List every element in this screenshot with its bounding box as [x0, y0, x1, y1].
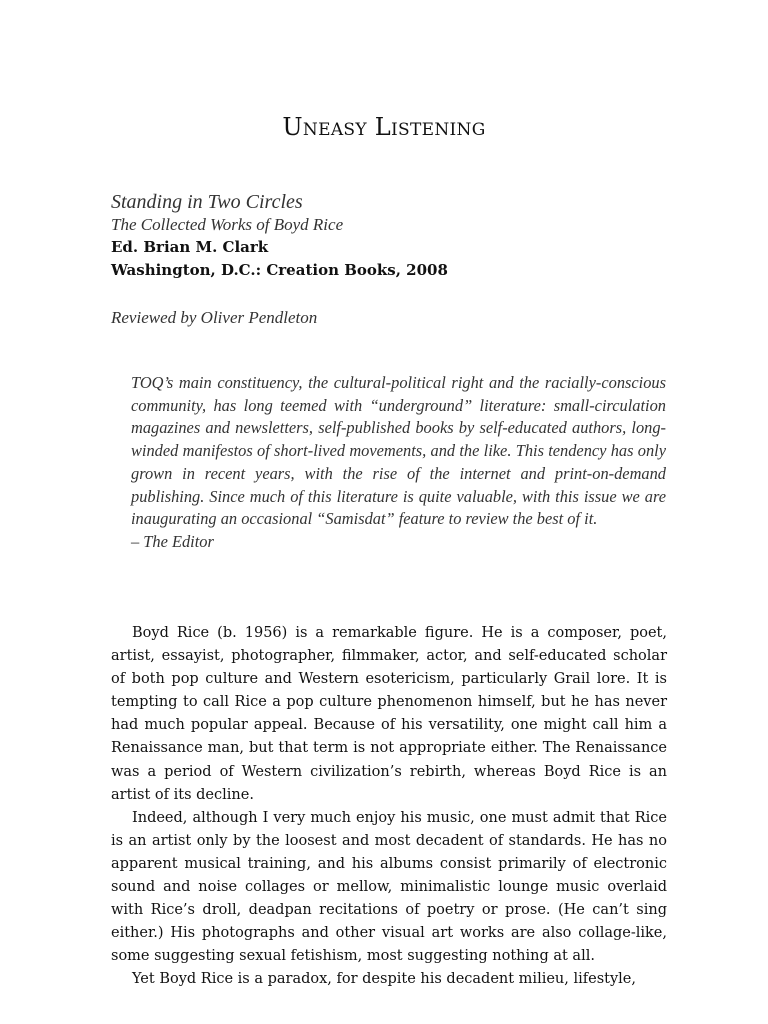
- book-editor: Ed. Brian M. Clark: [111, 238, 269, 256]
- book-title: Standing in Two Circles: [111, 191, 303, 213]
- editor-signature: – The Editor: [131, 531, 214, 551]
- article-body: [111, 622, 667, 992]
- body-paragraph: Yet Boyd Rice is a paradox, for despite his decadent milieu, lifestyle,: [132, 971, 636, 988]
- article-title: Uneasy Listening: [282, 113, 486, 141]
- book-subtitle: The Collected Works of Boyd Rice: [111, 215, 344, 234]
- reviewer-byline: Reviewed by Oliver Pendleton: [111, 308, 318, 327]
- editor-note: [131, 372, 666, 554]
- body-paragraph: Indeed, although I very much enjoy his music, one must admit that Rice is an artist only by the loosest and most decadent of standards. He has no apparent musical training, and his albums consist primarily of electronic sound and noise collages or mellow, minimalistic lounge music overlaid with Rice’s droll, deadpan recitations of poetry or prose. (He can’t sing either.) His photographs and other visual art works are also collage-like, some suggesting sexual fetishism, most suggesting nothing at all.: [111, 809, 667, 965]
- body-paragraph: Boyd Rice (b. 1956) is a remarkable figure. He is a composer, poet, artist, essayist, photographer, filmmaker, actor, and self-educated scholar of both pop culture and Western esotericism, particularly Grail lore. It is tempting to call Rice a pop culture phenomenon himself, but he has never had much popular appeal. Because of his versatility, one might call him a Renaissance man, but that term is not appropriate either. The Renaissance was a period of Western civilization’s rebirth, whereas Boyd Rice is an artist of its decline.: [111, 625, 667, 803]
- book-info: [111, 191, 671, 282]
- editor-note-text: TOQ’s main constituency, the cultural-political right and the racially-conscious community, has long teemed with “underground” literature: small-circulation magazines and newsletters, self-published books by self-educated authors, long-winded manifestos of short-lived movements, and the like. This tendency has only grown in recent years, with the rise of the internet and print-on-demand publishing. Since much of this literature is quite valuable, with this issue we are inaugurating an occasional “Samisdat” feature to review the best of it.: [131, 373, 666, 529]
- book-publisher: Washington, D.C.: Creation Books, 2008: [111, 261, 448, 279]
